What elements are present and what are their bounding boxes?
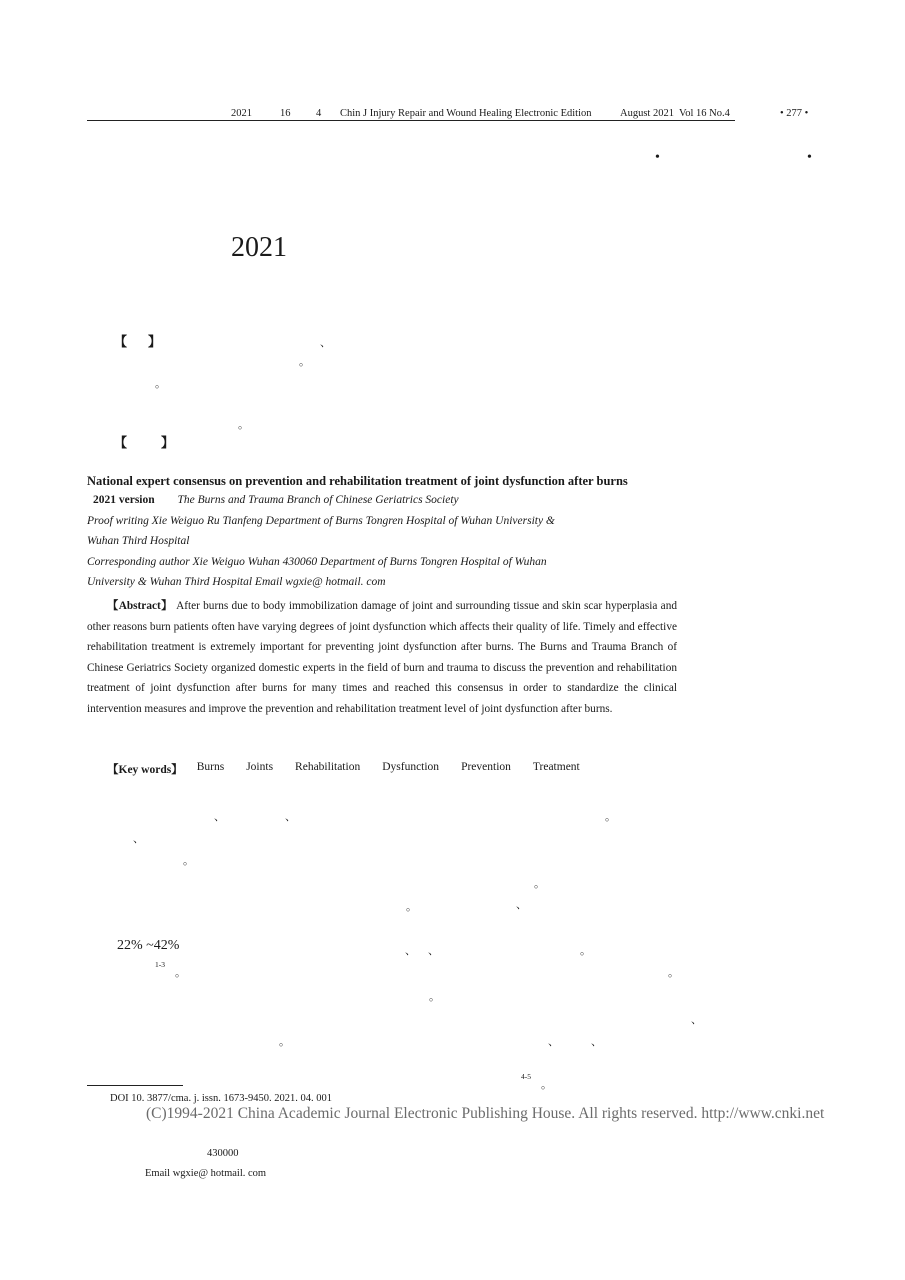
keyword: Joints xyxy=(246,761,274,773)
english-version-line xyxy=(93,494,459,506)
header-issue: 4 xyxy=(316,108,322,119)
header-journal: Chin J Injury Repair and Wound Healing Electronic Edition xyxy=(340,108,592,119)
corresponding-line-2: University & Wuhan Third Hospital Email wgxie@ hotmail. com xyxy=(87,576,386,588)
body-period: 。 xyxy=(279,1036,290,1048)
abstract-bracket-close: 】 xyxy=(148,335,162,350)
body-comma: 、 xyxy=(214,811,225,823)
cn-comma: 、 xyxy=(320,337,331,349)
corresponding-line-1: Corresponding author Xie Weiguo Wuhan 430060 Department of Burns Tongren Hospital of Wuhan xyxy=(87,556,547,568)
keyword: Treatment xyxy=(532,761,580,773)
body-comma: 、 xyxy=(133,833,144,845)
body-period: 。 xyxy=(605,811,616,823)
keywords-label: 【Key words】 xyxy=(107,764,183,776)
footnote-rule xyxy=(87,1085,183,1086)
keyword: Rehabilitation xyxy=(295,761,361,773)
author-email: Email wgxie@ hotmail. com xyxy=(145,1168,267,1179)
keywords-bracket-open: 【 xyxy=(114,436,128,451)
version-label: 2021 version xyxy=(93,494,155,506)
body-period: 。 xyxy=(580,945,591,957)
body-comma: 、 xyxy=(591,1036,602,1048)
keywords-bracket-close: 】 xyxy=(161,436,175,451)
bullet-right: • xyxy=(807,150,812,165)
header-volume: 16 xyxy=(280,108,291,119)
keyword: Burns xyxy=(196,761,225,773)
keyword: Dysfunction xyxy=(382,761,440,773)
abstract-text: After burns due to body immobilization damage of joint and surrounding tissue and skin scar hyperplasia and other reasons burn patients often have varying degrees of joint dysfunction which affects their quality of life. Timely and effective rehabilitation treatment is extremely important for preventing joint dysfunction after burns. The Burns and Trauma Branch of Chinese Geriatrics Society organized domestic experts in the field of burn and trauma to discuss the prevention and rehabilitation treatment of joint dysfunction after burns for many times and reached this consensus in order to standardize the clinical intervention measures and improve the prevention and rehabilitation treatment level of joint dysfunction after burns. xyxy=(87,600,677,715)
title-year: 2021 xyxy=(231,232,287,263)
abstract-label: 【Abstract】 xyxy=(107,600,173,612)
citation-4-5: 4-5 xyxy=(521,1072,531,1081)
cn-period: 。 xyxy=(299,356,310,368)
keywords-row xyxy=(107,761,602,777)
body-period: 。 xyxy=(534,878,545,890)
society-name: The Burns and Trauma Branch of Chinese Geriatrics Society xyxy=(177,494,459,506)
proof-writing-line-2: Wuhan Third Hospital xyxy=(87,535,190,547)
body-comma: 、 xyxy=(285,811,296,823)
proof-writing-line-1: Proof writing Xie Weiguo Ru Tianfeng Department of Burns Tongren Hospital of Wuhan University & xyxy=(87,515,555,527)
citation-1-3: 1-3 xyxy=(155,960,165,969)
header-page-number: • 277 • xyxy=(780,108,809,119)
body-period: 。 xyxy=(406,901,417,913)
english-abstract xyxy=(87,596,677,720)
header-rule xyxy=(87,120,735,121)
header-month-year: August 2021 xyxy=(620,108,674,119)
body-period: 。 xyxy=(183,855,194,867)
percent-range: 22% ~42% xyxy=(117,938,180,953)
body-comma: 、 xyxy=(405,945,416,957)
abstract-bracket-open: 【 xyxy=(114,335,128,350)
cn-period: 。 xyxy=(155,378,166,390)
doi: DOI 10. 3877/cma. j. issn. 1673-9450. 2021. 04. 001 xyxy=(110,1093,332,1104)
body-period: 。 xyxy=(541,1079,552,1091)
cn-period: 。 xyxy=(238,419,249,431)
bullet-left: • xyxy=(655,150,660,165)
header-vol-no: Vol 16 No.4 xyxy=(679,108,730,119)
keyword: Prevention xyxy=(461,761,511,773)
header-year: 2021 xyxy=(231,108,252,119)
copyright-watermark: (C)1994-2021 China Academic Journal Electronic Publishing House. All rights reserved. http://www.cnki.net xyxy=(146,1105,825,1122)
body-period: 。 xyxy=(175,967,186,979)
body-comma: 、 xyxy=(691,1014,702,1026)
body-comma: 、 xyxy=(516,899,527,911)
english-title: National expert consensus on prevention and rehabilitation treatment of joint dysfunction after burns xyxy=(87,474,628,488)
body-comma: 、 xyxy=(548,1036,559,1048)
body-period: 。 xyxy=(429,991,440,1003)
body-period: 。 xyxy=(668,967,679,979)
postal-code: 430000 xyxy=(207,1148,239,1159)
body-comma: 、 xyxy=(428,945,439,957)
